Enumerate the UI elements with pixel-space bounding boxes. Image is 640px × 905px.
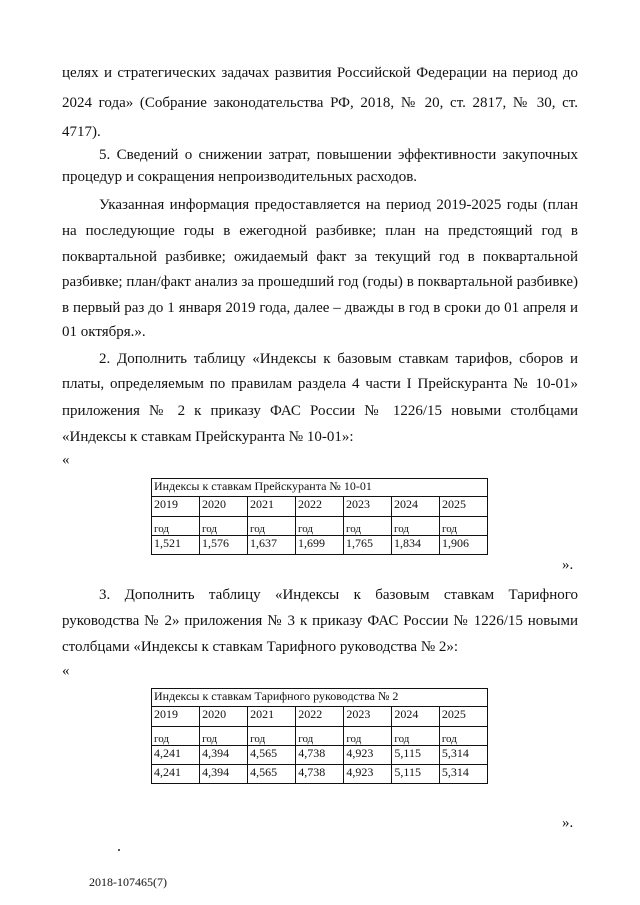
paragraph-line: «Индексы к ставкам Прейскуранта № 10-01»: <box>62 429 354 445</box>
paragraph-line: приложения № 2 к приказу ФАС России № 1226/15 новыми столбцами <box>62 403 578 419</box>
year-suffix-cell: год <box>440 517 488 536</box>
year-suffix-cell: год <box>392 517 440 536</box>
paragraph-line: столбцами «Индексы к ставкам Тарифного руководства № 2»: <box>62 639 459 655</box>
paragraph-line: 3. Дополнить таблицу «Индексы к базовым ставкам Тарифного <box>99 587 578 603</box>
year-cell: 2023 <box>344 707 392 727</box>
paragraph-line: в первый раз до 1 января 2019 года, далее – дважды в год в сроки до 01 апреля и <box>62 300 578 316</box>
table-title: Индексы к ставкам Тарифного руководства № 2 <box>152 689 488 707</box>
value-cell: 4,738 <box>296 765 344 784</box>
document-number: 2018-107465(7) <box>89 875 167 889</box>
paragraph-line: 5. Сведений о снижении затрат, повышении эффективности закупочных <box>99 147 578 163</box>
value-cell: 5,115 <box>392 746 439 765</box>
paragraph-line: поквартальной разбивке; ожидаемый факт за текущий год в поквартальной <box>62 249 578 265</box>
year-cell: 2019 <box>152 497 200 517</box>
value-cell: 4,923 <box>344 765 392 784</box>
value-cell: 1,765 <box>344 536 392 555</box>
year-cell: 2024 <box>392 497 440 517</box>
paragraph-line: процедур и сокращения непроизводительных расходов. <box>62 169 418 185</box>
value-cell: 5,115 <box>392 765 439 784</box>
value-cell: 4,738 <box>296 746 344 765</box>
closing-quote: ». <box>562 557 574 573</box>
paragraph-line: разбивке; план/факт анализ за прошедший год (годы) в поквартальной разбивке) <box>62 274 578 290</box>
year-suffix-cell: год <box>439 727 487 746</box>
table-row-year-suffix <box>152 517 488 536</box>
value-cell: 4,565 <box>248 746 296 765</box>
index-table-tariff-guide <box>151 688 488 784</box>
year-suffix-cell: год <box>200 517 248 536</box>
paragraph-line: 01 октября.». <box>62 324 146 340</box>
value-cell: 4,241 <box>152 765 200 784</box>
year-suffix-cell: год <box>344 517 392 536</box>
opening-quote: « <box>62 663 70 679</box>
year-suffix-cell: год <box>296 517 344 536</box>
year-cell: 2022 <box>296 497 344 517</box>
closing-quote: ». <box>562 815 574 831</box>
table-row <box>152 536 488 555</box>
paragraph-line: целях и стратегических задачах развития Российской Федерации на период до <box>62 65 578 81</box>
paragraph-line: 4717). <box>62 124 101 140</box>
year-suffix-cell: год <box>296 727 344 746</box>
table-row-years <box>152 707 488 727</box>
value-cell: 1,637 <box>248 536 296 555</box>
value-cell: 5,314 <box>439 746 487 765</box>
year-cell: 2023 <box>344 497 392 517</box>
value-cell: 4,241 <box>152 746 200 765</box>
year-cell: 2021 <box>248 497 296 517</box>
paragraph-line: 2. Дополнить таблицу «Индексы к базовым ставкам тарифов, сборов и <box>99 351 578 367</box>
year-cell: 2024 <box>392 707 439 727</box>
value-cell: 4,923 <box>344 746 392 765</box>
opening-quote: « <box>62 452 70 468</box>
year-suffix-cell: год <box>200 727 248 746</box>
value-cell: 4,394 <box>200 765 248 784</box>
value-cell: 4,565 <box>248 765 296 784</box>
table-row <box>152 765 488 784</box>
paragraph-line: Указанная информация предоставляется на период 2019-2025 годы (план <box>99 197 578 213</box>
paragraph-line: платы, определяемым по правилам раздела 4 части I Прейскуранта № 10-01» <box>62 376 578 392</box>
value-cell: 1,576 <box>200 536 248 555</box>
value-cell: 1,699 <box>296 536 344 555</box>
scan-speck <box>118 849 120 851</box>
paragraph-line: руководства № 2» приложения № 3 к приказу ФАС России № 1226/15 новыми <box>62 613 578 629</box>
year-suffix-cell: год <box>152 517 200 536</box>
value-cell: 4,394 <box>200 746 248 765</box>
table-row-year-suffix <box>152 727 488 746</box>
year-cell: 2021 <box>248 707 296 727</box>
value-cell: 1,834 <box>392 536 440 555</box>
year-suffix-cell: год <box>152 727 200 746</box>
table-row-years <box>152 497 488 517</box>
year-suffix-cell: год <box>248 727 296 746</box>
paragraph-line: 2024 года» (Собрание законодательства РФ, 2018, № 20, ст. 2817, № 30, ст. <box>62 95 578 111</box>
year-cell: 2019 <box>152 707 200 727</box>
paragraph-line: на последующие годы в ежегодной разбивке; план на предстоящий год в <box>62 223 578 239</box>
value-cell: 1,521 <box>152 536 200 555</box>
value-cell: 1,906 <box>440 536 488 555</box>
year-cell: 2022 <box>296 707 344 727</box>
year-cell: 2020 <box>200 707 248 727</box>
year-suffix-cell: год <box>248 517 296 536</box>
value-cell: 5,314 <box>439 765 487 784</box>
table-title: Индексы к ставкам Прейскуранта № 10-01 <box>152 479 488 497</box>
year-cell: 2025 <box>439 707 487 727</box>
year-cell: 2025 <box>440 497 488 517</box>
year-suffix-cell: год <box>344 727 392 746</box>
table-row <box>152 746 488 765</box>
year-suffix-cell: год <box>392 727 439 746</box>
year-cell: 2020 <box>200 497 248 517</box>
index-table-pricelist <box>151 478 488 555</box>
